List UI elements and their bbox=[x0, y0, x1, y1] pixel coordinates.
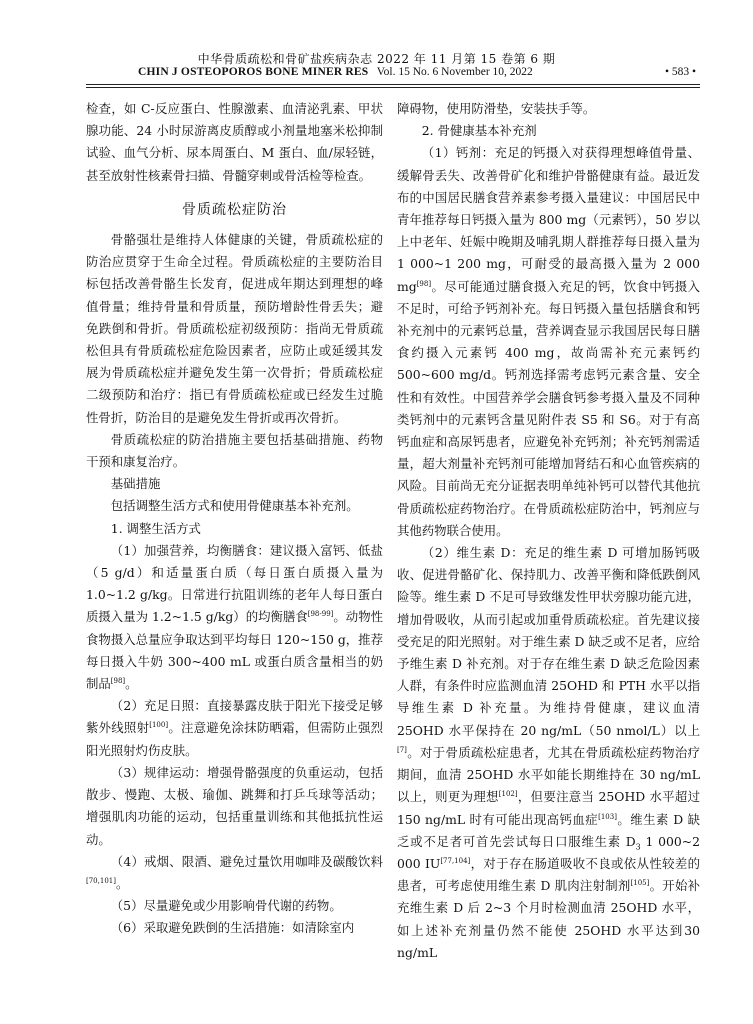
text-run: （1）钙剂：充足的钙摄入对获得理想峰值骨量、缓解骨丢失、改善骨矿化和维护骨骼健康有益。最近发布的中国居民膳食营养素参考摄入量建议：中国居民中青年推荐每日钙摄入量为 800 mg（元素钙），50 岁以上中老年、妊娠中晚期及哺乳期人群推荐每日摄入量为 1 000~1 200 mg，可耐受的最高摄入量为 2 000 mg bbox=[397, 145, 700, 294]
citation: [98-99] bbox=[307, 610, 334, 619]
header-rule bbox=[86, 84, 700, 85]
text-run: ，但要注意当 25OHD 水平超过 150 ng/mL 时有可能出现高钙血症 bbox=[397, 789, 700, 827]
paragraph: （5）尽量避免或少用影响骨代谢的药物。 bbox=[110, 898, 342, 914]
paragraph bbox=[86, 695, 383, 762]
paragraph bbox=[397, 542, 700, 964]
paragraph bbox=[86, 540, 383, 695]
paragraph: 骨骼强壮是维持人体健康的关键，骨质疏松症的防治应贯穿于生命全过程。骨质疏松症的主要防治目标包括改善骨骼生长发育，促进成年期达到理想的峰值骨量；维持骨量和骨质量，预防增龄性骨丢失；避免跌倒和骨折。骨质疏松症初级预防：指尚无骨质疏松但具有骨质疏松症危险因素者，应防止或延缓其发展为骨质疏松症并避免发生第一次骨折；骨质疏松症二级预防和治疗：指已有骨质疏松症或已经发生过脆性骨折，防治目的是避免发生骨折或再次骨折。 bbox=[86, 232, 383, 425]
citation: [100] bbox=[149, 721, 169, 730]
right-column bbox=[397, 98, 700, 964]
paragraph: 障碍物，使用防滑垫，安装扶手等。 bbox=[397, 101, 596, 116]
text-run: 。动物性食物摄入总量应争取达到平均每日 120~150 g，推荐每日摄入牛奶 300~400 mL 或蛋白质含量相当的奶制品 bbox=[86, 609, 384, 692]
citation: [102] bbox=[498, 790, 518, 799]
paragraph: 检查，如 C-反应蛋白、性腺激素、血清泌乳素、甲状腺功能、24 小时尿游离皮质醇或小剂量地塞米松抑制试验、血气分析、尿本周蛋白、M 蛋白、血/尿轻链，甚至放射性核素骨扫描、骨髓穿刺或骨活检等检查。 bbox=[86, 101, 383, 183]
citation: [77,104] bbox=[440, 856, 471, 865]
text-run: 。维生素 D 缺乏或不足者可首先尝试每日口服维生素 D bbox=[397, 811, 700, 849]
paragraph bbox=[397, 142, 700, 542]
text-run: 。注意避免涂抹防晒霜，但需防止强烈阳光照射灼伤皮肤。 bbox=[86, 720, 384, 758]
text-run: 1 000~2 000 IU bbox=[397, 833, 700, 871]
citation: [7] bbox=[397, 745, 407, 754]
subheading: 2. 骨健康基本补充剂 bbox=[421, 123, 537, 139]
text-run: （1）加强营养，均衡膳食：建议摄入富钙、低盐（5 g/d）和适量蛋白质（每日蛋白质摄入量为 1.0~1.2 g/kg。日常进行抗阻训练的老年人每日蛋白质摄入量为 1.2~1.5 g/kg）的均衡膳食 bbox=[86, 542, 383, 625]
text-run: 。对于骨质疏松症患者，尤其在骨质疏松症药物治疗期间，血清 25OHD 水平如能长期维持在 30 ng/mL 以上，则更为理想 bbox=[397, 744, 700, 805]
page-number: • 583 • bbox=[664, 66, 696, 78]
text-run: 。 bbox=[115, 875, 129, 891]
section-title: 骨质疏松症防治 bbox=[182, 201, 287, 218]
text-run: 。 bbox=[125, 676, 138, 692]
citation: [70,101] bbox=[86, 876, 116, 885]
left-column bbox=[86, 98, 383, 940]
journal-header-cn: 中华骨质疏松和骨矿盐疾病杂志 2022 年 11 月第 15 卷第 6 期 bbox=[197, 52, 556, 66]
citation: [103] bbox=[598, 812, 617, 821]
subscript: 3 bbox=[635, 842, 641, 852]
text-run: ，对于存在肠道吸收不良或依从性较差的患者，可考虑使用维生素 D 肌肉注射制剂 bbox=[397, 855, 701, 894]
text-run: 。开始补充维生素 D 后 2~3 个月时检测血清 25OHD 水平，如上述补充剂量仍然不能使 25OHD 水平达到30 ng/mL bbox=[397, 878, 701, 960]
paragraph: 骨质疏松症的防治措施主要包括基础措施、药物干预和康复治疗。 bbox=[86, 431, 383, 470]
text-run: （2）维生素 D：充足的维生素 D 可增加肠钙吸收、促进骨骼矿化、保持肌力、改善平衡和降低跌倒风险等。维生素 D 不足可导致继发性甲状旁腺功能亢进，增加骨吸收，从而引起或加重骨质疏松症。首先建议接受充足的阳光照射。对于维生素 D 缺乏或不足者，应给予维生素 D 补充剂。对于存在维生素 D 缺乏危险因素人群，有条件时应监测血清 25OHD 和 PTH 水平以指导维生素 D 补充量。为维持骨健康，建议血清 25OHD 水平保持在 20 ng/mL（50 nmol/L）以上 bbox=[397, 545, 700, 738]
subheading: 基础措施 bbox=[110, 476, 161, 492]
citation: [105] bbox=[630, 879, 650, 888]
header-rule-second bbox=[86, 87, 700, 88]
paragraph: 包括调整生活方式和使用骨健康基本补充剂。 bbox=[110, 498, 359, 514]
volume-info: Vol. 15 No. 6 November 10, 2022 bbox=[376, 66, 533, 78]
journal-header-en bbox=[138, 66, 698, 78]
text-run: 。尽可能通过膳食摄入充足的钙，饮食中钙摄入不足时，可给予钙剂补充。每日钙摄入量包括膳食和钙补充剂中的元素钙总量，营养调查显示我国居民每日膳食约摄入元素钙 400 mg，故尚需补充元素钙约500~600 mg/d。钙剂选择需考虑钙元素含量、安全性和有效性。中国营养学会膳食钙参考摄入量及不同种类钙剂中的元素钙含量见附件表 S5 和 S6。对于有高钙血症和高尿钙患者，应避免补充钙剂；补充钙剂需适量，超大剂量补充钙剂可能增加肾结石和心血管疾病的风险。目前尚无充分证据表明单纯补钙可以替代其他抗骨质疏松症药物治疗。在骨质疏松症防治中，钙剂应与其他药物联合使用。 bbox=[397, 278, 700, 538]
paragraph: （6）采取避免跌倒的生活措施：如清除室内 bbox=[110, 920, 355, 936]
journal-name-en: CHIN J OSTEOPOROS BONE MINER RES bbox=[138, 66, 369, 78]
subheading: 1. 调整生活方式 bbox=[110, 520, 201, 536]
paragraph: （3）规律运动：增强骨骼强度的负重运动，包括散步、慢跑、太极、瑜伽、跳舞和打乒乓球等活动；增强肌肉功能的运动，包括重量训练和其他抵抗性运动。 bbox=[86, 764, 383, 847]
citation: [98] bbox=[416, 279, 432, 288]
citation: [98] bbox=[110, 677, 126, 686]
paragraph bbox=[86, 851, 383, 895]
text-run: （4）戒烟、限酒、避免过量饮用咖啡及碳酸饮料 bbox=[110, 853, 383, 869]
text-run: （2）充足日照：直接暴露皮肤于阳光下接受足够紫外线照射 bbox=[86, 698, 383, 736]
